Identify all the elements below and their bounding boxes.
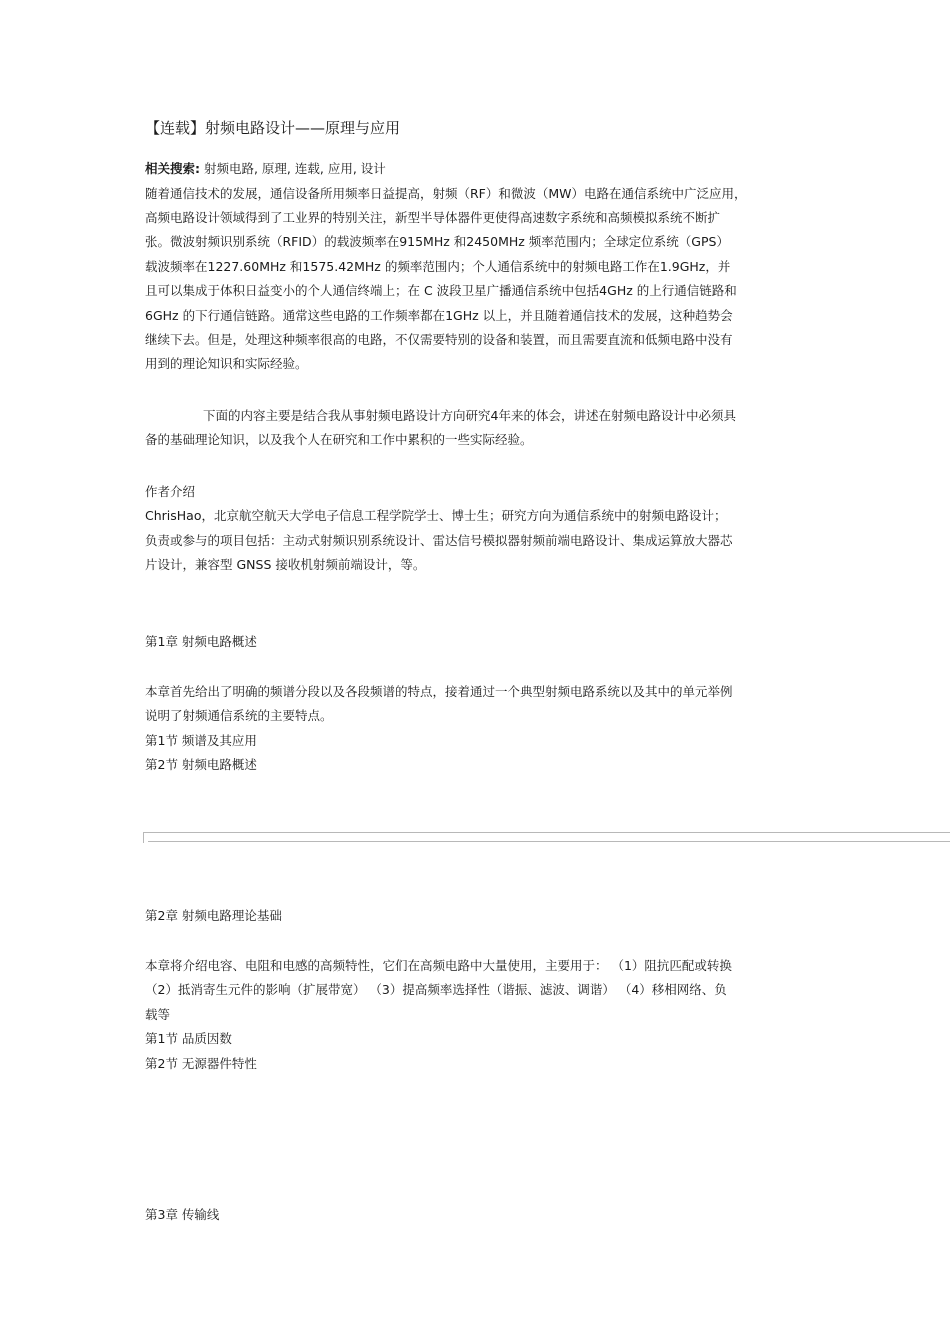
- intro-line: 随着通信技术的发展，通信设备所用频率日益提高，射频（RF）和微波（MW）电路在通信系统中广泛应用，: [145, 185, 747, 201]
- chapter-2-title[interactable]: 第2章 射频电路理论基础: [145, 908, 282, 923]
- chapter-1-title[interactable]: 第1章 射频电路概述: [145, 634, 257, 649]
- intro-line: 继续下去。但是，处理这种频率很高的电路，不仅需要特别的设备和装置，而且需要直流和低频电路中没有: [145, 331, 733, 347]
- author-heading: 作者介绍: [145, 484, 196, 499]
- chapter-2-section-link[interactable]: 第1节 品质因数: [145, 1031, 232, 1047]
- chapter-2-description-line: （2）抵消寄生元件的影响（扩展带宽） （3）提高频率选择性（谐振、滤波、调谐） （4）移相网络、负: [145, 982, 727, 998]
- chapter-1-description-line: 说明了射频通信系统的主要特点。: [145, 708, 333, 724]
- summary-line: 下面的内容主要是结合我从事射频电路设计方向研究4年来的体会，讲述在射频电路设计中必须具: [203, 408, 736, 423]
- chapter-2-description-line: 本章将介绍电容、电阻和电感的高频特性，它们在高频电路中大量使用，主要用于： （1）阻抗匹配或转换: [145, 958, 732, 973]
- related-search: [145, 157, 820, 181]
- related-search-label: 相关搜索:: [145, 161, 200, 176]
- author-bio-line: 负责或参与的项目包括：主动式射频识别系统设计、雷达信号模拟器射频前端电路设计、集成运算放大器芯: [145, 532, 733, 548]
- chapter-1-description-line: 本章首先给出了明确的频谱分段以及各段频谱的特点，接着通过一个典型射频电路系统以及其中的单元举例: [145, 684, 733, 699]
- section-divider: [143, 832, 950, 843]
- chapter-2-section-link[interactable]: 第2节 无源器件特性: [145, 1055, 257, 1071]
- chapter-1-section-link[interactable]: 第1节 频谱及其应用: [145, 732, 257, 748]
- chapter-1-section-link[interactable]: 第2节 射频电路概述: [145, 757, 257, 773]
- intro-line: 6GHz 的下行通信链路。通常这些电路的工作频率都在1GHz 以上，并且随着通信技术的发展，这种趋势会: [145, 307, 733, 323]
- intro-paragraph: [145, 182, 820, 377]
- chapter-2-body: [145, 954, 820, 1076]
- intro-line: 高频电路设计领域得到了工业界的特别关注，新型半导体器件更使得高速数字系统和高频模拟系统不断扩: [145, 209, 721, 225]
- chapter-3-title[interactable]: 第3章 传输线: [145, 1207, 220, 1222]
- chapter-1-body: [145, 680, 820, 778]
- author-bio-line: ChrisHao，北京航空航天大学电子信息工程学院学士、博士生；研究方向为通信系统中的射频电路设计；: [145, 508, 727, 524]
- intro-line: 张。微波射频识别系统（RFID）的载波频率在915MHz 和2450MHz 频率范围内；全球定位系统（GPS）: [145, 234, 729, 250]
- summary-line: 备的基础理论知识，以及我个人在研究和工作中累积的一些实际经验。: [145, 432, 533, 448]
- chapter-2-description-line: 载等: [145, 1006, 171, 1022]
- related-search-terms[interactable]: 射频电路, 原理, 连载, 应用, 设计: [200, 161, 386, 176]
- intro-line: 且可以集成于体积日益变小的个人通信终端上；在 C 波段卫星广播通信系统中包括4GHz 的上行通信链路和: [145, 283, 737, 299]
- summary-paragraph: [145, 404, 820, 453]
- author-section: [145, 480, 820, 578]
- author-bio-line: 片设计，兼容型 GNSS 接收机射频前端设计，等。: [145, 557, 426, 573]
- intro-line: 载波频率在1227.60MHz 和1575.42MHz 的频率范围内；个人通信系统中的射频电路工作在1.9GHz，并: [145, 258, 731, 274]
- article-title: 【连载】射频电路设计——原理与应用: [145, 119, 401, 137]
- intro-line: 用到的理论知识和实际经验。: [145, 356, 308, 372]
